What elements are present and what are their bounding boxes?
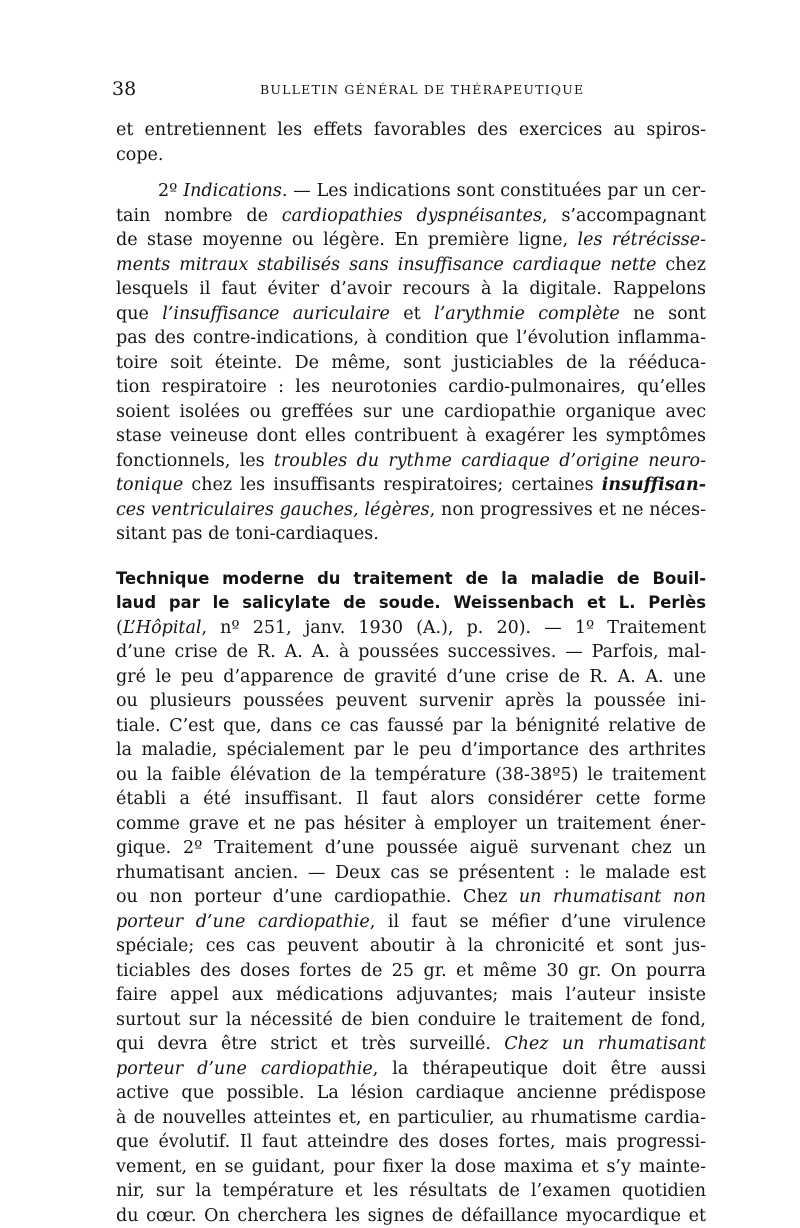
text-line	[116, 1204, 706, 1228]
text-line	[116, 143, 706, 168]
text-span: tion respiratoire : les neurotonies cardio-pulmonaires, qu’elles	[116, 377, 706, 397]
text-span: faire appel aux médications adjuvantes; mais l’auteur insiste	[116, 985, 706, 1005]
body-text	[116, 118, 706, 1228]
text-span: nir, sur la température et les résultats de l’examen quotidien	[116, 1181, 706, 1201]
text-span: ticiables des doses fortes de 25 gr. et même 30 gr. On pourra	[116, 961, 706, 981]
text-span: , la thérapeutique doit être aussi	[373, 1059, 706, 1079]
text-span: cope.	[116, 145, 163, 165]
text-line	[116, 738, 706, 763]
text-line	[116, 885, 706, 910]
running-title: BULLETIN GÉNÉRAL DE THÉRAPEUTIQUE	[260, 82, 584, 97]
italic-text: les rétrécisse-	[578, 230, 706, 250]
text-line	[116, 910, 706, 935]
text-span: gré le peu d’apparence de gravité d’une crise de R. A. A. une	[116, 667, 706, 687]
text-span: lesquels il faut éviter d’avoir recours à la digitale. Rappelons	[116, 279, 706, 299]
text-span: — Les indications sont constituées par un cer-	[287, 181, 706, 201]
text-line	[116, 983, 706, 1008]
text-line	[116, 787, 706, 812]
text-span: que	[116, 304, 162, 324]
italic-text: tonique	[116, 475, 183, 495]
text-span: gique. 2º Traitement d’une poussée aiguë survenant chez un	[116, 838, 706, 858]
text-span: (	[116, 618, 123, 638]
italic-text: ments mitraux stabilisés sans insuffisance cardiaque nette	[116, 255, 656, 275]
italic-text: un rhumatisant non	[519, 887, 706, 907]
text-span: chez	[656, 255, 706, 275]
text-line	[116, 118, 706, 143]
text-line	[116, 179, 706, 204]
italic-text: troubles du rythme cardiaque d’origine neuro-	[274, 451, 706, 471]
italic-text: porteur d’une cardiopathie	[116, 912, 370, 932]
text-span: pas des contre-indications, à condition que l’évolution inflamma-	[116, 328, 706, 348]
text-line	[116, 763, 706, 788]
text-span: active que possible. La lésion cardiaque ancienne prédispose	[116, 1083, 706, 1103]
bold-heading-text: Technique moderne du traitement de la maladie de Bouil-	[116, 569, 706, 588]
text-line	[116, 1106, 706, 1131]
italic-text: Chez un rhumatisant	[504, 1034, 706, 1054]
text-line	[116, 449, 706, 474]
text-span: , non progressives et ne néces-	[430, 500, 706, 520]
text-span: tiale. C’est que, dans ce cas faussé par la bénignité relative de	[116, 716, 706, 736]
text-span: ou plusieurs poussées peuvent survenir après la poussée ini-	[116, 691, 706, 711]
text-span: rhumatisant ancien. — Deux cas se présentent : le malade est	[116, 863, 706, 883]
paragraph-gap	[116, 547, 706, 567]
text-line	[116, 228, 706, 253]
text-line	[116, 665, 706, 690]
text-span: et	[390, 304, 434, 324]
text-span: la maladie, spécialement par le peu d’importance des arthrites	[116, 740, 706, 760]
text-line	[116, 591, 706, 616]
text-line	[116, 640, 706, 665]
text-line	[116, 1057, 706, 1082]
text-line	[116, 400, 706, 425]
text-span: stase veineuse dont elles contribuent à exagérer les symptômes	[116, 426, 706, 446]
text-line	[116, 277, 706, 302]
text-line	[116, 1130, 706, 1155]
text-line	[116, 861, 706, 886]
italic-text: Indications.	[183, 181, 287, 201]
text-span: spéciale; ces cas peuvent aboutir à la chronicité et sont jus-	[116, 936, 706, 956]
text-span: fonctionnels, les	[116, 451, 274, 471]
text-span: ne sont	[620, 304, 706, 324]
bold-heading-text: laud par le salicylate de soude. Weissenbach et L. Perlès	[116, 593, 706, 612]
page-header	[112, 78, 706, 102]
text-line	[116, 424, 706, 449]
text-line	[116, 253, 706, 278]
text-line	[116, 326, 706, 351]
text-span: tain nombre de	[116, 206, 282, 226]
text-line	[116, 1032, 706, 1057]
text-span: , s’accompagnant	[542, 206, 706, 226]
text-span: soient isolées ou greffées sur une cardiopathie organique avec	[116, 402, 706, 422]
text-span: , il faut se méfier d’une virulence	[370, 912, 706, 932]
text-line	[116, 689, 706, 714]
text-line	[116, 812, 706, 837]
text-span: à de nouvelles atteintes et, en particulier, au rhumatisme cardia-	[116, 1108, 706, 1128]
text-line	[116, 714, 706, 739]
italic-text: l’insuffisance auriculaire	[162, 304, 390, 324]
text-span: que évolutif. Il faut atteindre des doses fortes, mais progressi-	[116, 1132, 706, 1152]
text-span: 2º	[158, 181, 183, 201]
text-span: de stase moyenne ou légère. En première ligne,	[116, 230, 578, 250]
text-line	[116, 204, 706, 229]
text-line	[116, 836, 706, 861]
text-span: ou la faible élévation de la température (38-38º5) le traitement	[116, 765, 706, 785]
text-span: qui devra être strict et très surveillé.	[116, 1034, 504, 1054]
text-span: , nº 251, janv. 1930 (A.), p. 20). — 1º Traitement	[201, 618, 706, 638]
text-line	[116, 1081, 706, 1106]
text-span: comme grave et ne pas hésiter à employer un traitement éner-	[116, 814, 706, 834]
text-line	[116, 375, 706, 400]
italic-text: cardiopathies dyspnéisantes	[282, 206, 542, 226]
text-span: d’une crise de R. A. A. à poussées successives. — Parfois, mal-	[116, 642, 706, 662]
italic-text: porteur d’une cardiopathie	[116, 1059, 373, 1079]
text-span: vement, en se guidant, pour fixer la dose maxima et s’y mainte-	[116, 1157, 706, 1177]
paragraph-gap	[116, 167, 706, 179]
text-span: sitant pas de toni-cardiaques.	[116, 524, 379, 544]
text-line	[116, 567, 706, 592]
text-span: toire soit éteinte. De même, sont justiciables de la rééduca-	[116, 353, 706, 373]
text-line	[116, 302, 706, 327]
text-line	[116, 934, 706, 959]
text-span: établi a été insuffisant. Il faut alors considérer cette forme	[116, 789, 706, 809]
italic-text: insuffisan-	[602, 475, 706, 495]
text-line	[116, 959, 706, 984]
text-line	[116, 522, 706, 547]
text-span: ou non porteur d’une cardiopathie. Chez	[116, 887, 519, 907]
text-span: surtout sur la nécessité de bien conduire le traitement de fond,	[116, 1010, 706, 1030]
italic-text: ces ventriculaires gauches, légères	[116, 500, 430, 520]
text-line	[116, 1155, 706, 1180]
page-number: 38	[112, 78, 136, 100]
text-span: et entretiennent les effets favorables des exercices au spiros-	[116, 120, 706, 140]
text-line	[116, 1008, 706, 1033]
text-line	[116, 1179, 706, 1204]
text-line	[116, 616, 706, 641]
italic-text: l’arythmie complète	[434, 304, 620, 324]
italic-text: L’Hôpital	[123, 618, 202, 638]
text-line	[116, 498, 706, 523]
text-line	[116, 473, 706, 498]
text-span: chez les insuffisants respiratoires; certaines	[183, 475, 601, 495]
text-line	[116, 351, 706, 376]
text-span: du cœur. On cherchera les signes de défaillance myocardique et	[116, 1206, 706, 1226]
